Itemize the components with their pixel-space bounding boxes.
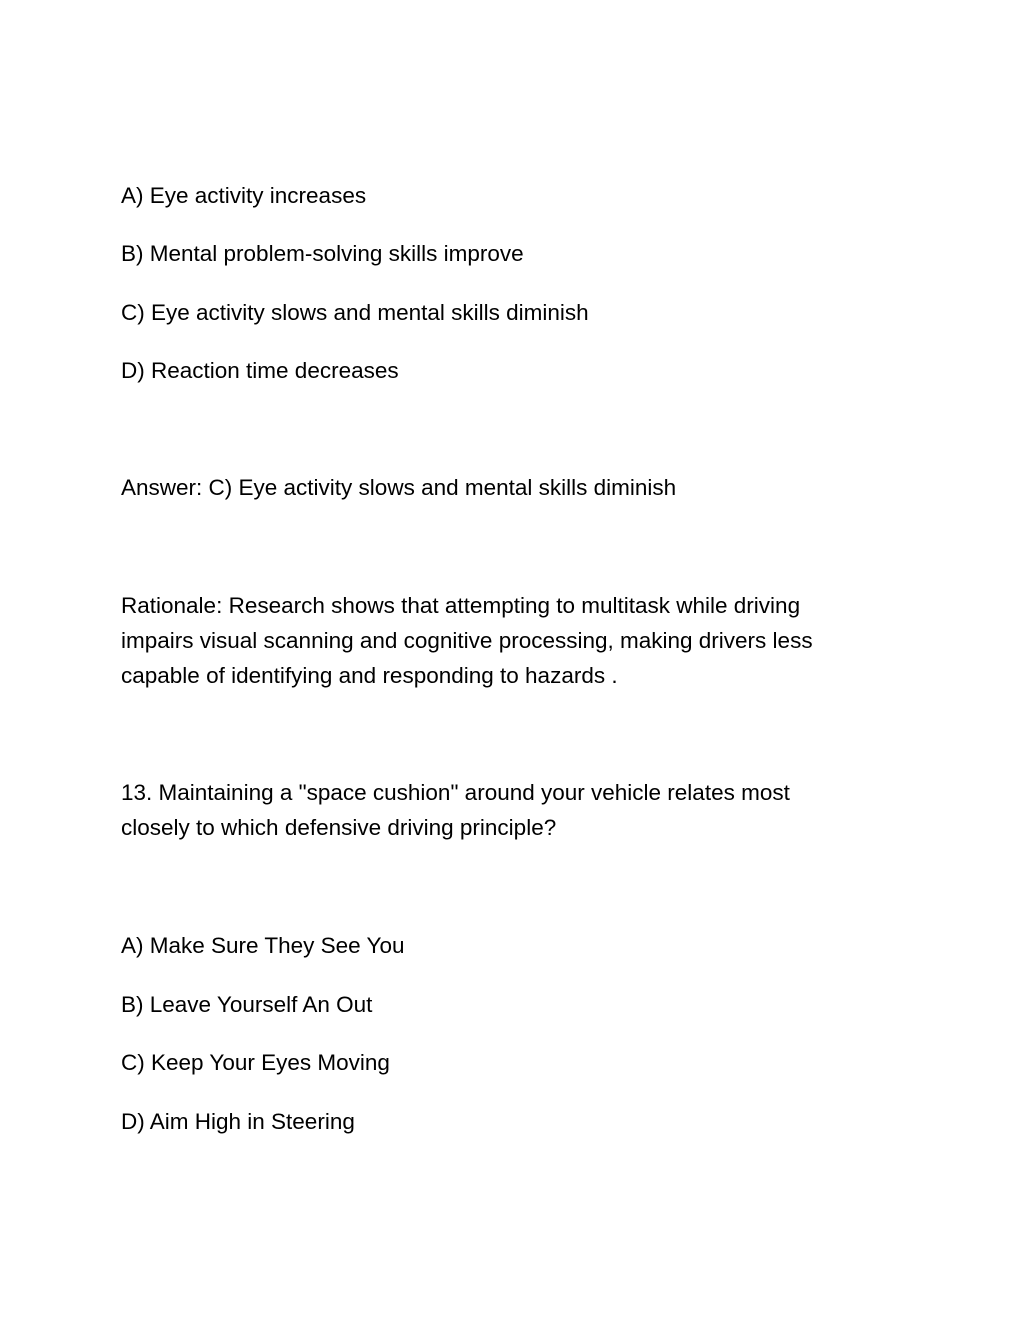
answer-line: Answer: C) Eye activity slows and mental skills diminish <box>121 475 677 500</box>
rationale-line: impairs visual scanning and cognitive processing, making drivers less <box>121 628 813 653</box>
q13-option-c: C) Keep Your Eyes Moving <box>121 1050 390 1075</box>
option-c: C) Eye activity slows and mental skills diminish <box>121 300 589 325</box>
rationale-line: Rationale: Research shows that attempting to multitask while driving <box>121 593 801 618</box>
question-line: 13. Maintaining a "space cushion" around your vehicle relates most <box>121 780 790 805</box>
rationale-paragraph <box>121 588 901 693</box>
q13-option-b: B) Leave Yourself An Out <box>121 992 373 1017</box>
rationale-line: capable of identifying and responding to hazards . <box>121 663 618 688</box>
option-a: A) Eye activity increases <box>121 183 367 208</box>
option-b: B) Mental problem-solving skills improve <box>121 241 524 266</box>
option-d: D) Reaction time decreases <box>121 358 399 383</box>
q13-option-d: D) Aim High in Steering <box>121 1109 355 1134</box>
q13-option-a: A) Make Sure They See You <box>121 933 405 958</box>
question-line: closely to which defensive driving principle? <box>121 815 557 840</box>
question-13-text <box>121 775 901 845</box>
